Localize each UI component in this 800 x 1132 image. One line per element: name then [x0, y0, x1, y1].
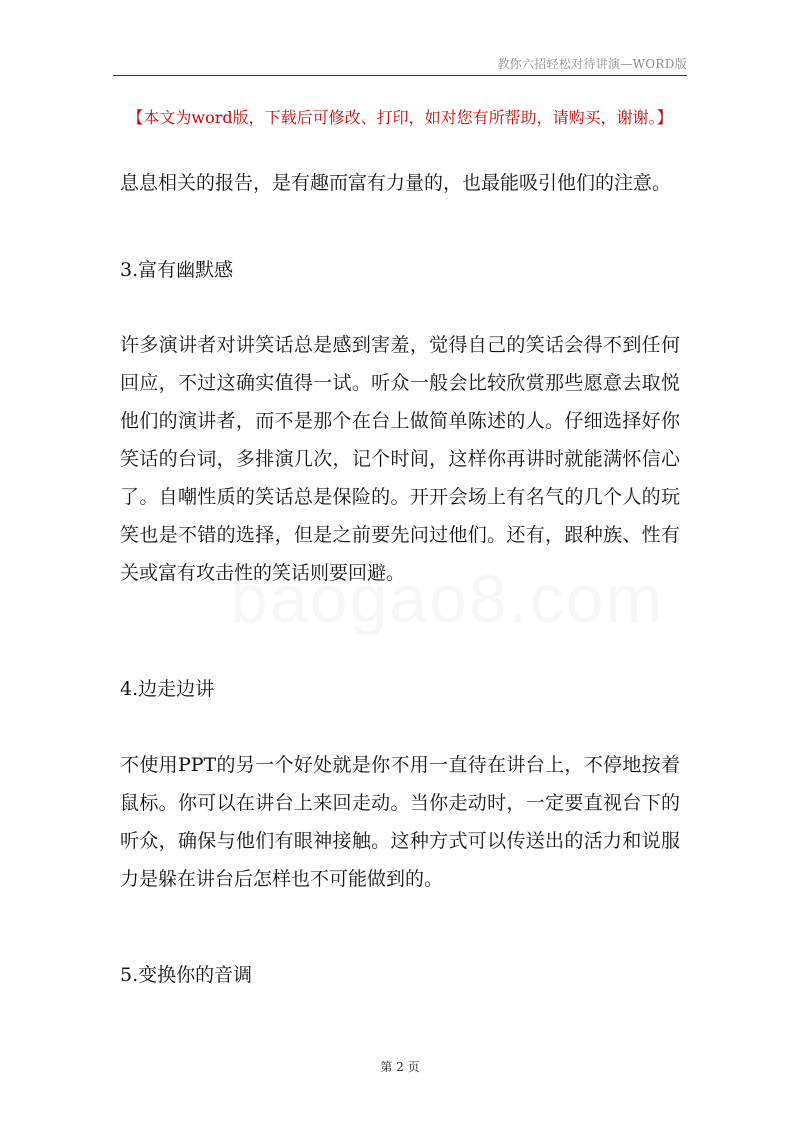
header-title: 教你六招轻松对待讲演—WORD版: [497, 57, 687, 71]
intro-paragraph: 息息相关的报告，是有趣而富有力量的，也最能吸引他们的注意。: [120, 172, 672, 194]
section-3-heading: 3.富有幽默感: [120, 259, 234, 281]
header-divider: [113, 75, 687, 76]
section-4-paragraph: 不使用PPT的另一个好处就是你不用一直待在讲台上，不停地按着鼠标。你可以在讲台上来回走动。当你走动时，一定要直视台下的听众，确保与他们有眼神接触。这种方式可以传送出的活力和说服力是躲在讲台后怎样也不可能做到的。: [120, 754, 680, 890]
section-4-heading: 4.边走边讲: [120, 678, 215, 700]
download-notice: 【本文为word版，下载后可修改、打印，如对您有所帮助，请购买，谢谢。】: [127, 108, 673, 127]
page-number: 第 2 页: [380, 1060, 420, 1074]
section-3-paragraph: 许多演讲者对讲笑话总是感到害羞，觉得自己的笑话会得不到任何回应，不过这确实值得一试。听众一般会比较欣赏那些愿意去取悦他们的演讲者，而不是那个在台上做简单陈述的人。仔细选择好你笑话的台词，多排演几次，记个时间，这样你再讲时就能满怀信心了。自嘲性质的笑话总是保险的。开开会场上有名气的几个人的玩笑也是不错的选择，但是之前要先问过他们。还有，跟种族、性有关或富有攻击性的笑话则要回避。: [120, 334, 680, 584]
section-5-heading: 5.变换你的音调: [120, 964, 253, 986]
